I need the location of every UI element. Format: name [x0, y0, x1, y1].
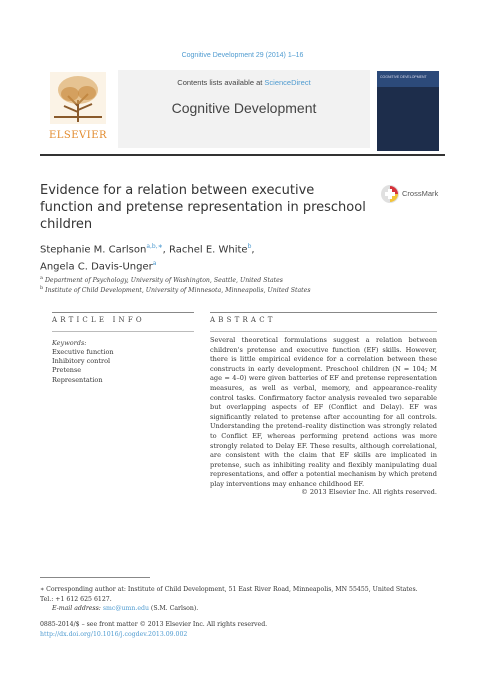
author-marks[interactable]: a — [152, 260, 157, 268]
author-name[interactable]: Rachel E. White — [169, 244, 248, 256]
article-info-sub-rule — [52, 331, 194, 332]
abstract-sub-rule — [210, 331, 437, 332]
crossmark-badge[interactable] — [380, 184, 440, 206]
contents-line — [118, 78, 370, 87]
affiliation-text: Department of Psychology, University of Washington, Seattle, United States — [44, 277, 283, 285]
article-info-top-rule — [52, 312, 194, 313]
journal-citation[interactable]: Cognitive Development 29 (2014) 1–16 — [181, 52, 304, 59]
keyword-item: Inhibitory control — [52, 357, 111, 366]
elsevier-tree-icon — [50, 72, 106, 124]
author-marks[interactable]: b — [247, 243, 252, 250]
email-suffix: (S.M. Carlson). — [148, 605, 199, 612]
footnote-tel: Tel.: +1 612 625 6127. — [40, 595, 112, 603]
author-separator: , — [251, 244, 255, 256]
corresponding-author-footnote — [40, 585, 445, 614]
article-title: Evidence for a relation between executive function and pretense representation in preschool children — [40, 183, 366, 232]
doi-link[interactable]: http://dx.doi.org/10.1016/j.cogdev.2013.09.002 — [40, 630, 188, 638]
abstract-heading: ABSTRACT — [210, 316, 276, 324]
author-marks[interactable]: a,b,∗ — [146, 243, 163, 250]
elsevier-wordmark: ELSEVIER — [48, 130, 108, 141]
issn-line: 0885-2014/$ – see front matter © 2013 Elsevier Inc. All rights reserved. — [40, 621, 268, 628]
crossmark-icon — [380, 184, 400, 204]
abstract-top-rule — [210, 312, 437, 313]
crossmark-label: CrossMark — [402, 189, 439, 198]
affiliation-mark: a — [40, 275, 43, 281]
header-rule — [40, 154, 445, 156]
affiliation — [40, 275, 440, 284]
footnote-corresponding: ∗ Corresponding author at: Institute of Child Development, 51 East River Road, Minneapolis, MN 55455, United States. — [40, 586, 418, 593]
sciencedirect-link[interactable]: ScienceDirect — [264, 78, 311, 87]
keywords-label: Keywords: — [52, 339, 87, 347]
article-info-heading: ARTICLE INFO — [52, 316, 145, 324]
keywords-list — [52, 348, 114, 385]
email-label: E-mail address: — [52, 605, 101, 612]
abstract-text: Several theoretical formulations suggest a relation between children's pretense and executive function (EF) skills. However, there is little empirical evidence for a correlation between these constructs in early development. Preschool children (N = 104; M age = 4–0) were given batteries of EF and pretense representation measures, as well as verbal, memory, and appearance–reality control tasks. Confirmatory factor analysis revealed two separable but overlapping aspects of EF (Conflict and Delay). EF was significantly related to pretense after accounting for all controls. Understanding the pretend–reality distinction was strongly related to Conflict EF, whereas performing pretend actions was more strongly related to Delay EF. These results, although correlational, are consistent with the claim that EF skills are implicated in pretense, such as inhibiting reality and flexibly manipulating dual representations, and offer a potential mechanism by which pretend play interventions may enhance childhood EF. — [210, 336, 437, 488]
email-link[interactable]: smc@umn.edu — [102, 605, 149, 612]
abstract-copyright: © 2013 Elsevier Inc. All rights reserved. — [301, 488, 437, 496]
author-name[interactable]: Stephanie M. Carlson — [40, 244, 147, 256]
journal-title[interactable]: Cognitive Development — [171, 100, 317, 116]
journal-cover-thumbnail[interactable] — [377, 71, 439, 151]
affiliation — [40, 285, 440, 294]
cover-stripe — [377, 71, 439, 87]
author-list — [40, 240, 440, 275]
article-front-matter — [40, 620, 445, 639]
contents-prefix: Contents lists available at — [177, 78, 265, 87]
footnote-email-line — [40, 604, 445, 614]
keyword-item: Representation — [52, 375, 103, 384]
author-name[interactable]: Angela C. Davis-Unger — [40, 261, 153, 273]
affiliation-mark: b — [40, 285, 44, 291]
footnote-rule — [40, 577, 150, 578]
elsevier-logo — [42, 72, 114, 147]
keyword-item: Pretense — [52, 366, 82, 375]
cover-title: COGNITIVE DEVELOPMENT — [380, 75, 427, 79]
keyword-item: Executive function — [52, 348, 114, 356]
affiliation-text: Institute of Child Development, University of Minnesota, Minneapolis, United States — [45, 287, 311, 295]
author-separator: , — [162, 244, 170, 256]
